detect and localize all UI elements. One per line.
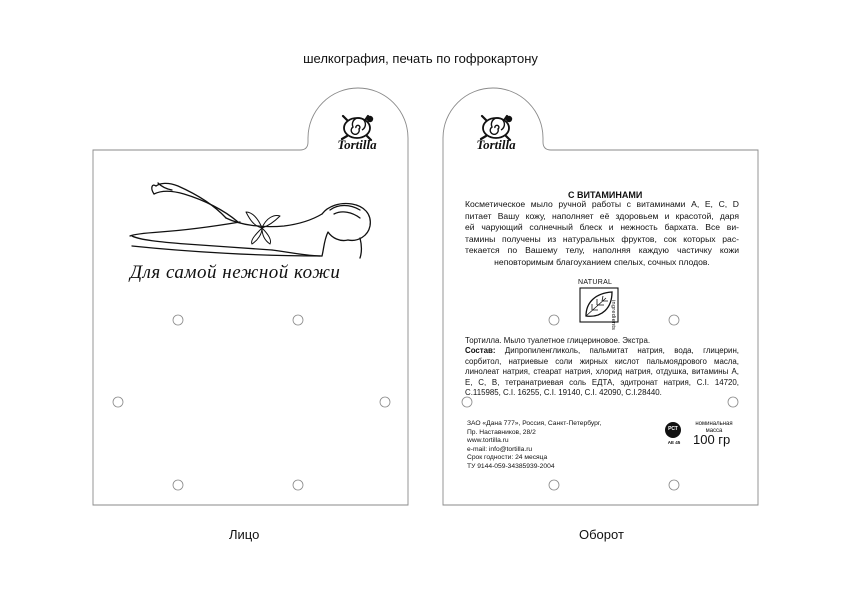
cert-mark: РСТ [668,426,678,432]
back-title: С ВИТАМИНАМИ [568,190,643,200]
back-hole [549,480,559,490]
front-hole [293,480,303,490]
description-line: ей чарующий солнечный блеск и нежность бархата. Все ви- [465,222,739,233]
description-line: Косметическое мыло ручной работы с витаминами A, E, C, D [465,199,739,209]
natural-label: NATURAL [578,279,613,286]
product-description [465,199,739,269]
page-caption: шелкография, печать по гофрокартону [303,51,538,66]
description-line: текается по Вашему телу, наполняя каждую частичку кожи [465,245,739,256]
front-slogan: Для самой нежной кожи [130,262,341,283]
contact-line: ТУ 9144-059-34385939-2004 [467,462,555,470]
description-line: тамины получены из натуральных фруктов, сок которых рас- [465,233,739,244]
product-line: Тортилла. Мыло туалетное глицериновое. Экстра. [465,336,651,345]
back-hole [462,397,472,407]
front-hole [293,315,303,325]
contact-line: e-mail: info@tortilla.ru [467,445,533,453]
contact-line: ЗАО «Дана 777», Россия, Санкт-Петербург, [467,420,602,427]
mass-label: номинальная масса [695,421,733,434]
ingredients-label: ingredients [610,300,616,331]
back-hole [669,480,679,490]
contact-line: www.tortilla.ru [467,437,509,444]
front-hole [173,315,183,325]
composition-block [465,336,739,398]
composition-text: Дипропиленгликоль, пальмитат натрия, вода, глицерин, сорбитол, натриевые соли жирных кислот пальмоядрового масла, линолеат натрия, стеарат натрия, хлорид натрия, отдушка, витамины A, E, C, B, тетранатриевая соль ЕДТА, эдитронат натрия, C.I. 14720, C.115985, C.I. 16255, C.I. 19140, C.I. 42090, C.I.28440. [465,346,739,398]
contact-line: Пр. Наставников, 28/2 [467,428,536,436]
description-line: питает Вашу кожу, наполняет её здоровьем и красотой, даря [465,210,739,221]
front-hole [113,397,123,407]
cert-code: АЕ 45 [667,440,681,445]
back-hole [549,315,559,325]
front-hole [380,397,390,407]
contact-line: Срок годности: 24 месяца [467,454,548,461]
description-line: неповторимым благоуханием спелых, сочных плодов. [494,256,710,267]
composition-heading: Состав: [465,346,496,356]
back-label: Оборот [579,527,624,542]
front-label: Лицо [229,527,260,542]
back-brand: Tortilla [476,137,516,152]
front-brand: Tortilla [337,137,377,152]
front-hole [173,480,183,490]
contacts-block [467,420,647,471]
back-hole [728,397,738,407]
net-weight: 100 гр [693,432,731,447]
back-hole [669,315,679,325]
